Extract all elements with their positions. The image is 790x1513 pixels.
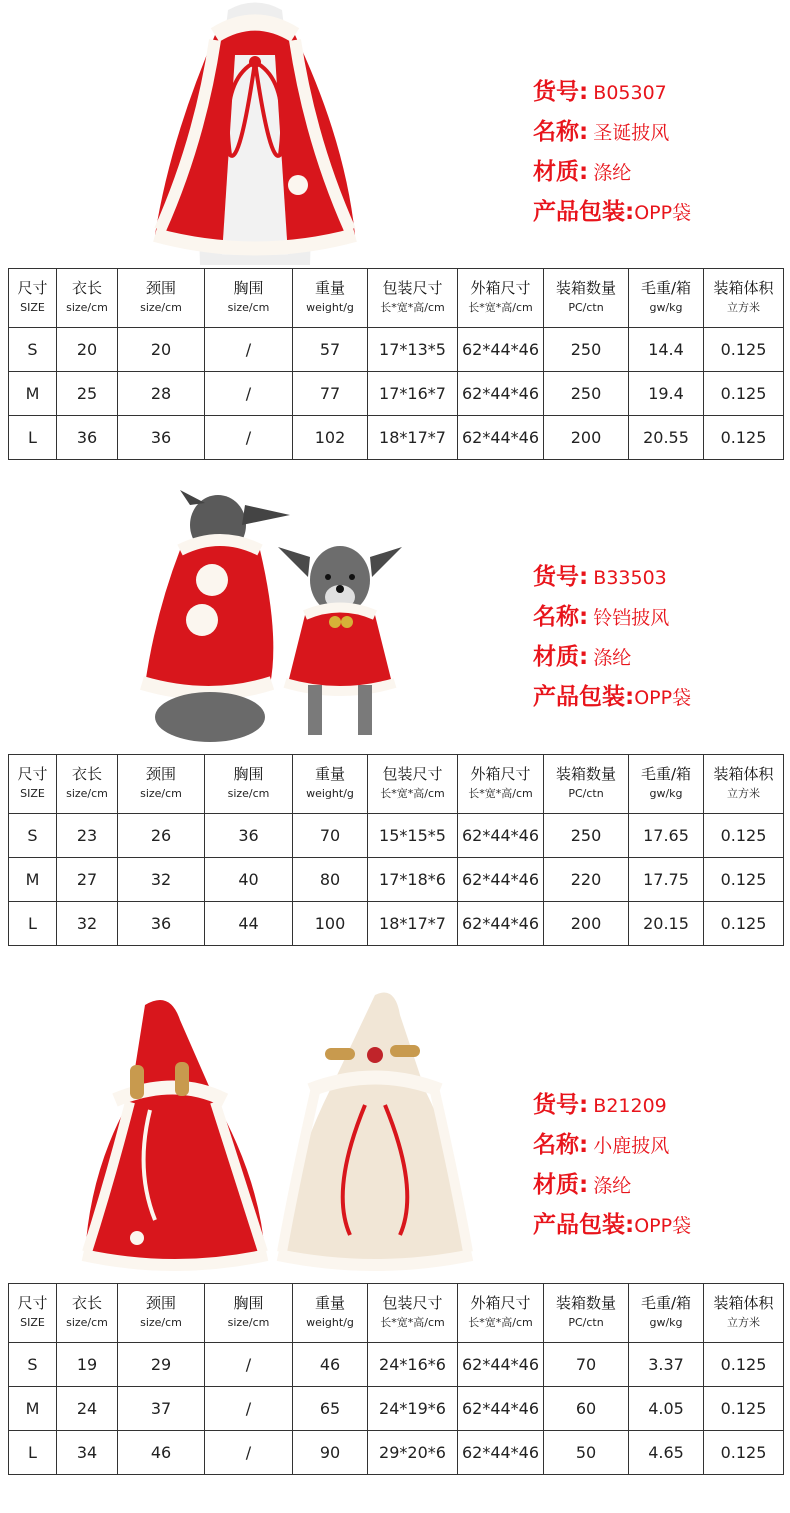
table-cell: 32: [57, 902, 118, 946]
table-cell: 44: [205, 902, 293, 946]
table-cell: 62*44*46: [458, 1343, 544, 1387]
table-cell: /: [205, 328, 293, 372]
table-cell: 0.125: [704, 328, 784, 372]
material-label: 材质:: [533, 159, 589, 185]
table-cell: 90: [293, 1431, 368, 1475]
product-name-line: [533, 1125, 691, 1165]
header-cell: 重量 weight/g: [293, 755, 368, 814]
material-line: [533, 1165, 691, 1205]
table-cell: 100: [293, 902, 368, 946]
product-name-line: [533, 112, 691, 152]
table-cell: M: [9, 372, 57, 416]
material-line: [533, 152, 691, 192]
table-cell: 28: [118, 372, 205, 416]
header-cell: 毛重/箱 gw/kg: [629, 1284, 704, 1343]
item-number-value: B33503: [593, 567, 667, 589]
product-name-label: 名称:: [533, 604, 589, 630]
table-cell: 50: [544, 1431, 629, 1475]
material-value: 涤纶: [593, 1175, 632, 1197]
table-cell: 24*19*6: [368, 1387, 458, 1431]
table-cell: 40: [205, 858, 293, 902]
table-cell: 18*17*7: [368, 902, 458, 946]
header-cell: 外箱尺寸 长*宽*高/cm: [458, 1284, 544, 1343]
header-cell: 胸围 size/cm: [205, 755, 293, 814]
item-number-label: 货号:: [533, 79, 589, 105]
table-cell: 24*16*6: [368, 1343, 458, 1387]
table-cell: 32: [118, 858, 205, 902]
header-cell: 毛重/箱 gw/kg: [629, 755, 704, 814]
table-cell: 0.125: [704, 814, 784, 858]
table-cell: 62*44*46: [458, 372, 544, 416]
item-number-line: [533, 1085, 691, 1125]
table-cell: 18*17*7: [368, 416, 458, 460]
table-cell: 0.125: [704, 1431, 784, 1475]
table-cell: 62*44*46: [458, 858, 544, 902]
table-cell: 17*18*6: [368, 858, 458, 902]
package-label: 产品包装:: [533, 684, 635, 710]
header-cell: 胸围 size/cm: [205, 1284, 293, 1343]
christmas-cape-photo: [140, 0, 370, 265]
package-value: OPP袋: [634, 687, 692, 709]
table-cell: 37: [118, 1387, 205, 1431]
material-value: 涤纶: [593, 647, 632, 669]
item-number-label: 货号:: [533, 1092, 589, 1118]
table-cell: 62*44*46: [458, 1431, 544, 1475]
table-cell: 0.125: [704, 1343, 784, 1387]
product-info-1: [533, 72, 691, 232]
table-cell: 200: [544, 416, 629, 460]
table-cell: 250: [544, 328, 629, 372]
table-cell: 65: [293, 1387, 368, 1431]
item-number-value: B05307: [593, 82, 667, 104]
item-number-label: 货号:: [533, 564, 589, 590]
table-row: [9, 328, 784, 372]
table-cell: M: [9, 1387, 57, 1431]
table-cell: 80: [293, 858, 368, 902]
header-cell: 颈围 size/cm: [118, 269, 205, 328]
table-row: [9, 858, 784, 902]
table-cell: 62*44*46: [458, 814, 544, 858]
table-row: [9, 1431, 784, 1475]
package-value: OPP袋: [634, 202, 692, 224]
table-cell: 4.05: [629, 1387, 704, 1431]
header-cell: 重量 weight/g: [293, 1284, 368, 1343]
table-cell: 77: [293, 372, 368, 416]
product-name-value: 铃铛披风: [593, 607, 670, 629]
header-cell: 颈围 size/cm: [118, 755, 205, 814]
table-cell: L: [9, 902, 57, 946]
table-cell: 0.125: [704, 902, 784, 946]
table-cell: 26: [118, 814, 205, 858]
table-header-row: [9, 269, 784, 328]
table-cell: L: [9, 416, 57, 460]
table-cell: 60: [544, 1387, 629, 1431]
table-cell: 70: [544, 1343, 629, 1387]
package-label: 产品包装:: [533, 1212, 635, 1238]
table-cell: 23: [57, 814, 118, 858]
header-cell: 包装尺寸 长*宽*高/cm: [368, 269, 458, 328]
table-cell: 0.125: [704, 858, 784, 902]
size-spec-table-1: [8, 268, 784, 460]
package-line: [533, 192, 691, 232]
table-cell: 19: [57, 1343, 118, 1387]
header-cell: 胸围 size/cm: [205, 269, 293, 328]
table-cell: 24: [57, 1387, 118, 1431]
table-cell: 57: [293, 328, 368, 372]
header-cell: 尺寸 SIZE: [9, 755, 57, 814]
header-cell: 装箱体积 立方米: [704, 269, 784, 328]
header-cell: 装箱数量 PC/ctn: [544, 1284, 629, 1343]
table-cell: 0.125: [704, 416, 784, 460]
table-cell: 36: [57, 416, 118, 460]
table-cell: 62*44*46: [458, 328, 544, 372]
table-cell: 15*15*5: [368, 814, 458, 858]
header-cell: 尺寸 SIZE: [9, 269, 57, 328]
header-cell: 包装尺寸 长*宽*高/cm: [368, 755, 458, 814]
package-line: [533, 677, 691, 717]
item-number-line: [533, 557, 691, 597]
table-cell: 46: [118, 1431, 205, 1475]
header-cell: 重量 weight/g: [293, 269, 368, 328]
table-cell: 34: [57, 1431, 118, 1475]
table-row: [9, 814, 784, 858]
header-cell: 衣长 size/cm: [57, 755, 118, 814]
table-cell: 200: [544, 902, 629, 946]
table-cell: 62*44*46: [458, 1387, 544, 1431]
table-cell: 17.65: [629, 814, 704, 858]
table-row: [9, 416, 784, 460]
header-cell: 衣长 size/cm: [57, 269, 118, 328]
size-spec-table-3: [8, 1283, 784, 1475]
item-number-line: [533, 72, 691, 112]
material-value: 涤纶: [593, 162, 632, 184]
table-cell: 17.75: [629, 858, 704, 902]
product-info-2: [533, 557, 691, 717]
table-cell: 14.4: [629, 328, 704, 372]
header-cell: 装箱数量 PC/ctn: [544, 269, 629, 328]
table-cell: /: [205, 1343, 293, 1387]
table-cell: S: [9, 328, 57, 372]
table-cell: /: [205, 372, 293, 416]
header-cell: 毛重/箱 gw/kg: [629, 269, 704, 328]
product-info-3: [533, 1085, 691, 1245]
table-cell: 20: [57, 328, 118, 372]
table-cell: 27: [57, 858, 118, 902]
table-cell: S: [9, 1343, 57, 1387]
header-cell: 装箱数量 PC/ctn: [544, 755, 629, 814]
table-cell: 3.37: [629, 1343, 704, 1387]
table-row: [9, 372, 784, 416]
table-cell: 19.4: [629, 372, 704, 416]
item-number-value: B21209: [593, 1095, 667, 1117]
size-spec-table-2: [8, 754, 784, 946]
table-cell: M: [9, 858, 57, 902]
table-cell: /: [205, 1431, 293, 1475]
table-cell: 36: [205, 814, 293, 858]
table-cell: 20: [118, 328, 205, 372]
product-name-label: 名称:: [533, 1132, 589, 1158]
table-cell: L: [9, 1431, 57, 1475]
table-cell: 36: [118, 902, 205, 946]
table-header-row: [9, 755, 784, 814]
table-cell: 62*44*46: [458, 902, 544, 946]
table-cell: 102: [293, 416, 368, 460]
product-name-label: 名称:: [533, 119, 589, 145]
table-header-row: [9, 1284, 784, 1343]
material-label: 材质:: [533, 1172, 589, 1198]
table-row: [9, 1387, 784, 1431]
material-label: 材质:: [533, 644, 589, 670]
table-cell: 70: [293, 814, 368, 858]
product-name-line: [533, 597, 691, 637]
table-row: [9, 902, 784, 946]
table-cell: 20.55: [629, 416, 704, 460]
table-cell: S: [9, 814, 57, 858]
dogs-bell-cape-photo: [130, 485, 415, 747]
package-label: 产品包装:: [533, 199, 635, 225]
material-line: [533, 637, 691, 677]
table-cell: 250: [544, 814, 629, 858]
product-name-value: 小鹿披风: [593, 1135, 670, 1157]
reindeer-cape-photo: [75, 980, 485, 1275]
table-cell: 25: [57, 372, 118, 416]
table-cell: 62*44*46: [458, 416, 544, 460]
table-cell: 0.125: [704, 372, 784, 416]
header-cell: 颈围 size/cm: [118, 1284, 205, 1343]
table-cell: 36: [118, 416, 205, 460]
header-cell: 外箱尺寸 长*宽*高/cm: [458, 755, 544, 814]
header-cell: 包装尺寸 长*宽*高/cm: [368, 1284, 458, 1343]
header-cell: 装箱体积 立方米: [704, 1284, 784, 1343]
package-value: OPP袋: [634, 1215, 692, 1237]
table-cell: 29: [118, 1343, 205, 1387]
header-cell: 装箱体积 立方米: [704, 755, 784, 814]
table-row: [9, 1343, 784, 1387]
table-cell: 29*20*6: [368, 1431, 458, 1475]
table-cell: 17*16*7: [368, 372, 458, 416]
table-cell: /: [205, 1387, 293, 1431]
product-name-value: 圣诞披风: [593, 122, 670, 144]
header-cell: 外箱尺寸 长*宽*高/cm: [458, 269, 544, 328]
package-line: [533, 1205, 691, 1245]
table-cell: 20.15: [629, 902, 704, 946]
table-cell: 0.125: [704, 1387, 784, 1431]
table-cell: 220: [544, 858, 629, 902]
header-cell: 衣长 size/cm: [57, 1284, 118, 1343]
table-cell: 46: [293, 1343, 368, 1387]
table-cell: 250: [544, 372, 629, 416]
header-cell: 尺寸 SIZE: [9, 1284, 57, 1343]
table-cell: 17*13*5: [368, 328, 458, 372]
table-cell: /: [205, 416, 293, 460]
table-cell: 4.65: [629, 1431, 704, 1475]
